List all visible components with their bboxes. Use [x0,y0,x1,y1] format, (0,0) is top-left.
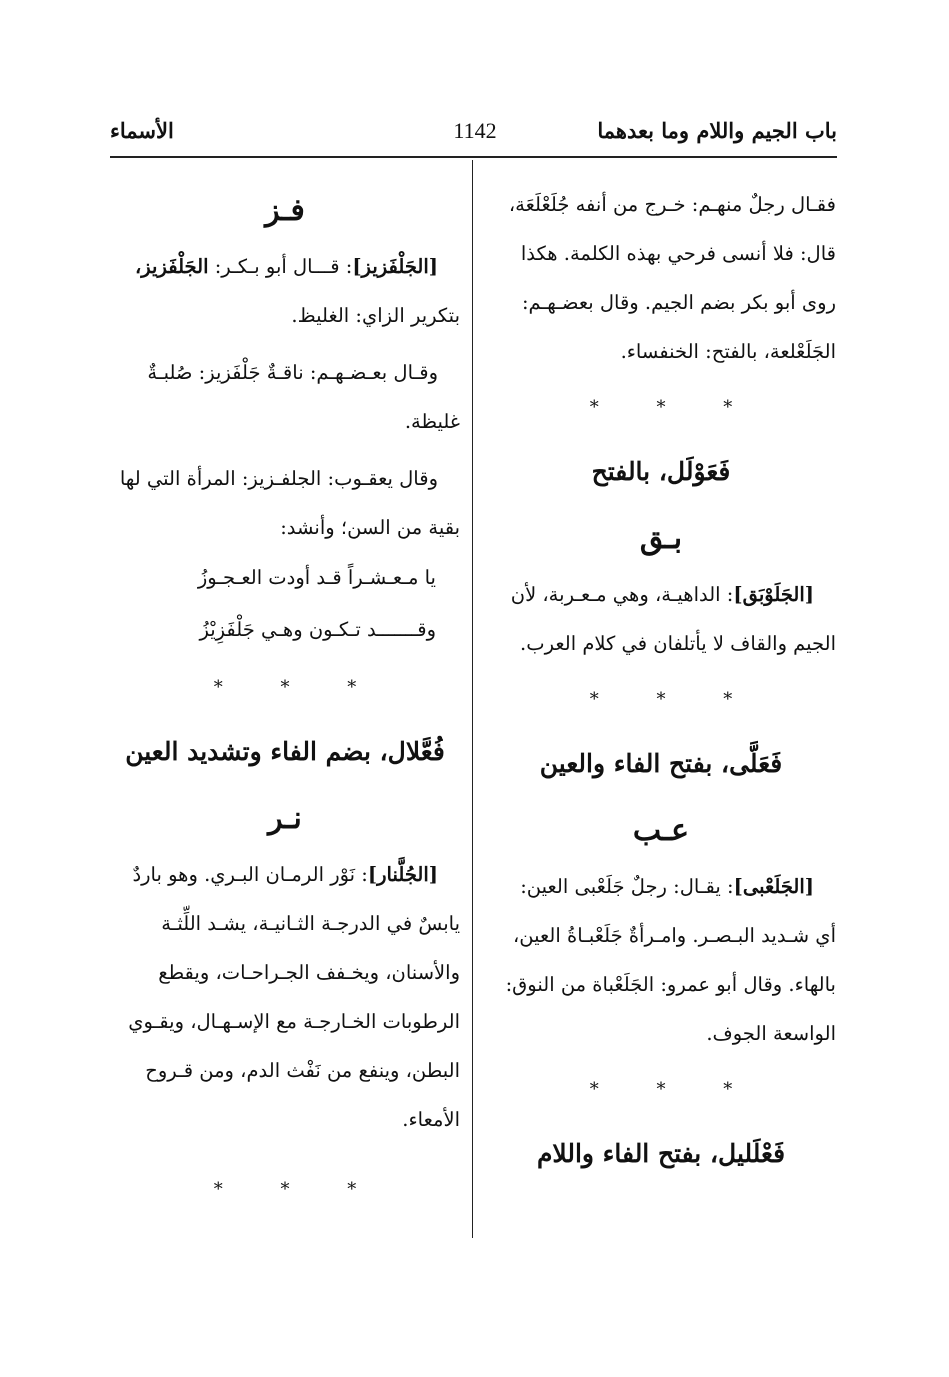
headword: [الجَلْفَزيز] [352,255,438,278]
text-line: والأسنان، ويخـفف الجـراحـات، ويقطع [158,961,460,984]
text-line: : يقـال: رجلٌ جَلَعْبى العين: [520,875,734,898]
separator-stars: * * * [589,1079,759,1100]
text-line: فقـال رجلٌ منهـم: خـرج من أنفه جُلَعْلَعَة، [508,193,836,216]
entry-jalfaziz [110,242,460,340]
text-line: : الداهيـة، وهي مـعـربة، لأن [510,583,734,606]
paragraph [110,454,460,552]
paragraph [110,348,460,446]
paragraph [486,180,836,376]
text-line: يابسٌ في الدرجـة الثـانيـة، يشـد اللِّثـة [161,912,460,935]
entry-jalawbaq [486,570,836,668]
section-title: الأسماء [110,118,174,143]
headword: الجَلْفَزيز، [135,255,209,278]
text-line: وقـال بعـضـهـم: ناقـةٌ جَلْفَزيز: صُلبـةٌ [147,361,438,384]
section-heading: فَعْلَليل، بفتح الفاء واللام [536,1139,786,1168]
verse-line: يا مـعـشـراً قـد أودت العـجـوزُ [197,566,436,589]
text-line: الأمعاء. [402,1108,460,1131]
section-heading: فَعَوْلَل، بالفتح [591,457,731,486]
root-heading: عـب [632,813,690,848]
text-line: البطن، وينفع من نَفْث الدم، ومن قـروح [145,1059,460,1082]
entry-jullanar [110,850,460,1144]
headword: [الجُلَّنار] [367,863,438,886]
text-line: : قـــال أبو بـكـر: [214,255,353,278]
page-number: 1142 [453,118,497,143]
right-column [486,180,836,1190]
headword: [الجَلَعْبى] [733,875,814,898]
root-heading: فـز [265,193,305,228]
text-line: بالهاء. وقال أبو عمرو: الجَلَعْباة من النوق: [505,973,836,996]
left-column [110,180,460,1222]
root-heading: نـر [268,801,302,836]
text-line: الجيم والقاف لا يأتلفان في كلام العرب. [520,632,836,655]
text-line: روى أبو بكر بضم الجيم. وقال بعضـهـم: [521,291,836,314]
headword: [الجَلَوْبَق] [733,583,814,606]
text-line: الواسعة الجوف. [706,1022,836,1045]
separator-stars: * * * [213,1179,383,1200]
text-line: بقية من السن؛ وأنشد: [280,516,460,539]
entry-jalabba [486,862,836,1058]
section-heading: فَعَلَّى، بفتح الفاء والعين [539,749,783,778]
root-heading: بـق [639,521,683,556]
text-line: قال: فلا أنسى فرحي بهذه الكلمة. هكذا [520,242,836,265]
separator-stars: * * * [589,689,759,710]
text-line: : نَوْر الرمـان البـري. وهو باردٌ [132,863,368,886]
text-line: الجَلَعْلعة، بالفتح: الخنفساء. [620,340,836,363]
text-line: أي شـديد البـصـر. وامـرأةٌ جَلَعْبـاةُ العين، [512,924,836,947]
text-line: غليظة. [404,410,460,433]
separator-stars: * * * [589,397,759,418]
header-rule [110,156,837,158]
column-divider [472,160,473,1238]
text-line: الرطوبات الخـارجـة مع الإسـهـال، ويقـوي [128,1010,460,1033]
verse-line: وقـــــــد تـكـون وهـي جَلْفَزِيْزُ [199,618,436,641]
chapter-title: باب الجيم واللام وما بعدهما [597,118,837,143]
text-line: وقال يعقـوب: الجلفـزيز: المرأة التي لها [119,467,438,490]
section-heading: فُعَّلال، بضم الفاء وتشديد العين [125,737,445,766]
text-line: بتكرير الزاي: الغليظ. [291,304,460,327]
separator-stars: * * * [213,677,383,698]
